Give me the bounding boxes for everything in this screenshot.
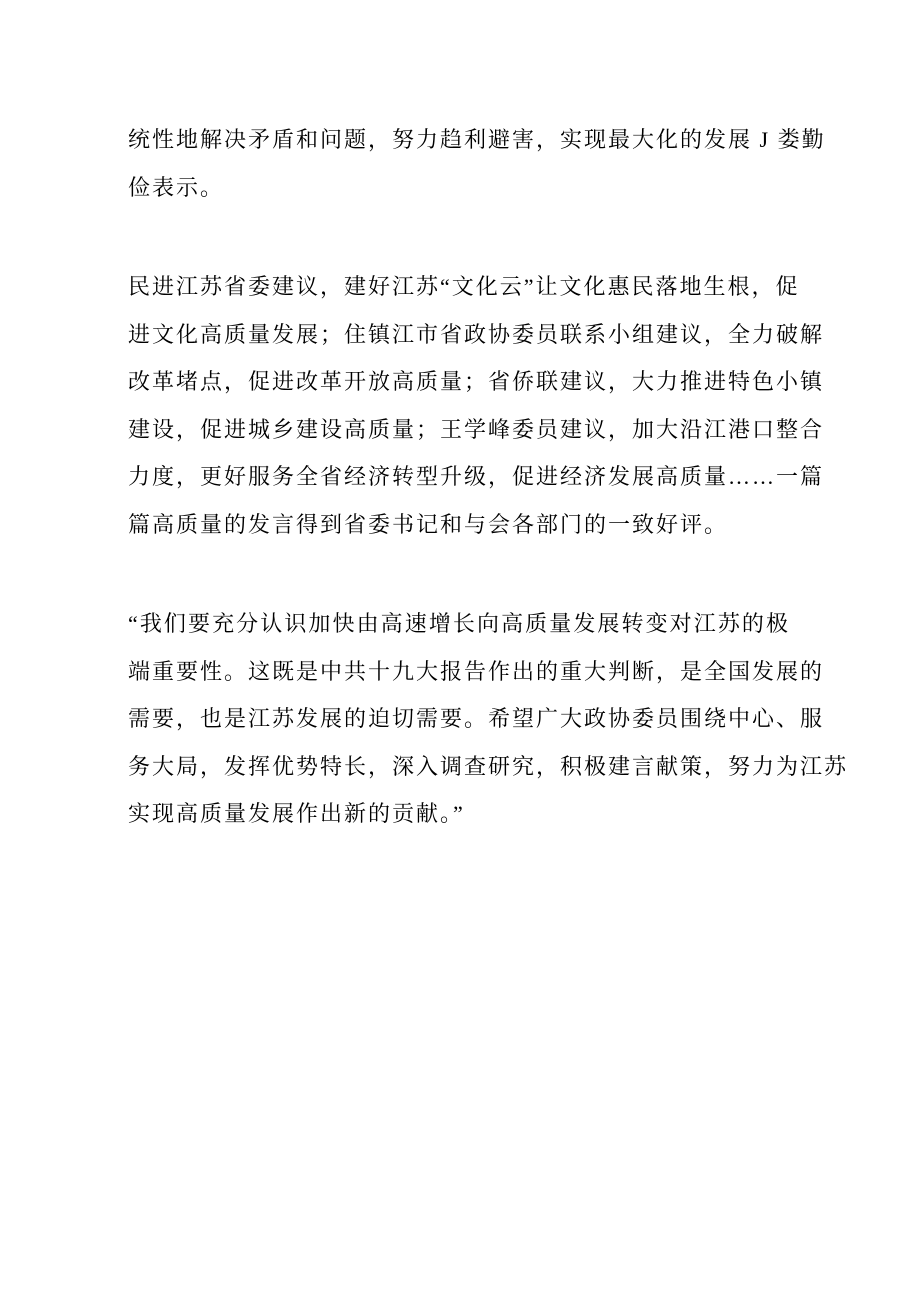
paragraph-3 xyxy=(128,600,849,838)
text-line: 实现高质量发展作出新的贡献。” xyxy=(128,801,465,826)
paragraph-1 xyxy=(128,116,826,211)
text-line: 需要，也是江苏发展的迫切需要。希望广大政协委员围绕中心、服 xyxy=(128,706,825,731)
text-line: 务大局，发挥优势特长，深入调查研究，积极建言献策，努力为江苏 xyxy=(128,753,849,779)
text-line: 民进江苏省委建议，建好江苏“文化云”让文化惠民落地生根，促 xyxy=(128,274,800,299)
text-line: 进文化高质量发展；住镇江市省政协委员联系小组建议，全力破解 xyxy=(128,321,825,347)
text-line: 建设，促进城乡建设高质量；王学峰委员建议，加大沿江港口整合 xyxy=(128,416,825,442)
text-line: 俭表示。 xyxy=(128,174,225,200)
text-line: 统性地解决矛盾和问题，努力趋利避害，实现最大化的发展 J 娄勤 xyxy=(128,127,826,152)
text-line: 篇高质量的发言得到省委书记和与会各部门的一致好评。 xyxy=(128,511,729,537)
document-body-text xyxy=(128,116,849,890)
paragraph-2 xyxy=(128,263,825,548)
text-line: 力度，更好服务全省经济转型升级，促进经济发展高质量……一篇 xyxy=(128,464,825,489)
text-line: 改革堵点，促进改革开放高质量；省侨联建议，大力推进特色小镇 xyxy=(128,369,825,394)
text-line: “我们要充分认识加快由高速增长向高质量发展转变对江苏的极 xyxy=(128,611,790,636)
text-line: 端重要性。这既是中共十九大报告作出的重大判断，是全国发展的 xyxy=(128,658,825,684)
